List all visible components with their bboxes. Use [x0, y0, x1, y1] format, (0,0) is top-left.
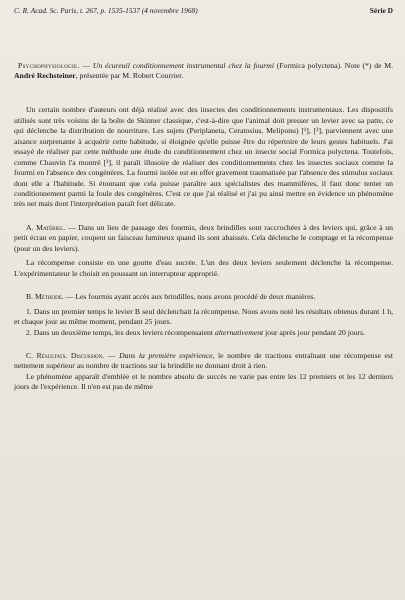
- methode-item-1: 1. Dans un premier temps le levier B seul déclenchait la récompense. Nous avons noté les résultats obtenus durant 1 h, et chaque jour au même moment, pendant 25 jours.: [14, 306, 393, 327]
- item2-emph: alternativement: [214, 327, 264, 337]
- resultats-emph: Dans la première expérience: [119, 351, 213, 361]
- series-label: Série D: [369, 6, 393, 15]
- resultats-text: , le nombre de tractions entraînant une récompense est nettement supérieur au nombre de tractions sur la brindille ne donnant droit à rien.: [14, 351, 394, 371]
- discipline-label: Psychophysiologie.: [18, 61, 80, 70]
- journal-citation: C. R. Acad. Sc. Paris, t. 267, p. 1535-1537 (4 novembre 1968): [14, 6, 198, 15]
- title-species: (Formica polyctena).: [273, 61, 343, 70]
- materiel-paragraph-2: La récompense consiste en une goutte d'eau sucrée. L'un des deux leviers seulement déclenche la récompense. L'expérimentateur le choisit en poussant un interrupteur approprié.: [14, 258, 393, 278]
- author-name: André Rechsteiner: [14, 71, 76, 81]
- item2-text: 2. Dans un deuxième temps, les deux leviers récompensaient: [26, 327, 215, 337]
- materiel-text: — Dans un lieu de passage des fourmis, deux brindilles sont raccrochées à des leviers qui, grâce à un petit écran en papier, coupent un faisceau lumineux quand ils sont abaissés. Cela déclenche le comptage et la récompense (pour un des leviers).: [14, 222, 393, 253]
- title-dash: —: [79, 61, 93, 70]
- intro-paragraph: Un certain nombre d'auteurs ont déjà réalisé avec des insectes des conditionnements instrumentaux. Les dispositifs utilisés sont très voisins de la boîte de Skinner classique, c'est-à-dire que l'animal doit presser un levier avec sa patte, ce qui déclenche la distribution de nourriture. Les sujets (Periplaneta, Ceratosius, Meliponu) [¹], [²], parviennent avec une aisance surprenante à acquérir cette habitude, si éloignée qu'elle puisse être du répertoire de leurs gestes habituels. J'ai essayé de réaliser par cette méthode une étude du conditionnement chez un insecte social Formica polyctena. Toutefois, comme Chauvin l'a montré [³], il paraît illusoire de réaliser des conditionnements chez les insectes sociaux comme la fourmi en l'absence des congénères. La fourmi isolée est en effet gravement traumatisée par l'absence des stimulus sociaux dont elle a l'habitude. Si étonnant que cela puisse paraître aux spécialistes des mammifères, il faut donc tenter un conditionnement parmi la foule des congénères. C'est ce que j'ai réalisé et j'ai pu ainsi mettre en évidence un phénomène très net mais dont l'interprétation paraît fort délicate.: [14, 105, 393, 209]
- article-title: [14, 61, 393, 81]
- resultats-paragraph-2: Le phénomène apparaît d'emblée et le nombre absolu de succès ne varie pas entre les 12 premiers et les 12 derniers jours de l'expérience. Il n'en est pas de même: [14, 371, 393, 392]
- materiel-heading: A. Matériel.: [26, 222, 66, 232]
- methode-text: — Les fourmis ayant accès aux brindilles, nous avons procédé de deux manières.: [63, 292, 316, 302]
- running-header: [14, 6, 393, 18]
- title-note: Note (*) de M.: [342, 61, 394, 70]
- resultats-heading: C. Résultats. Discussion.: [26, 351, 105, 361]
- materiel-paragraph: [14, 223, 393, 254]
- presenter: , présentée par M. Robert Courrier.: [75, 71, 184, 81]
- resultats-dash: —: [104, 351, 120, 361]
- resultats-paragraph: [14, 351, 393, 372]
- methode-paragraph: [14, 292, 393, 302]
- methode-heading: B. Méthode.: [26, 292, 64, 302]
- item2-tail: jour après jour pendant 20 jours.: [263, 327, 366, 337]
- title-italic: Un écureuil conditionnement instrumental chez la fourmi: [92, 61, 274, 70]
- methode-item-2: [14, 328, 393, 338]
